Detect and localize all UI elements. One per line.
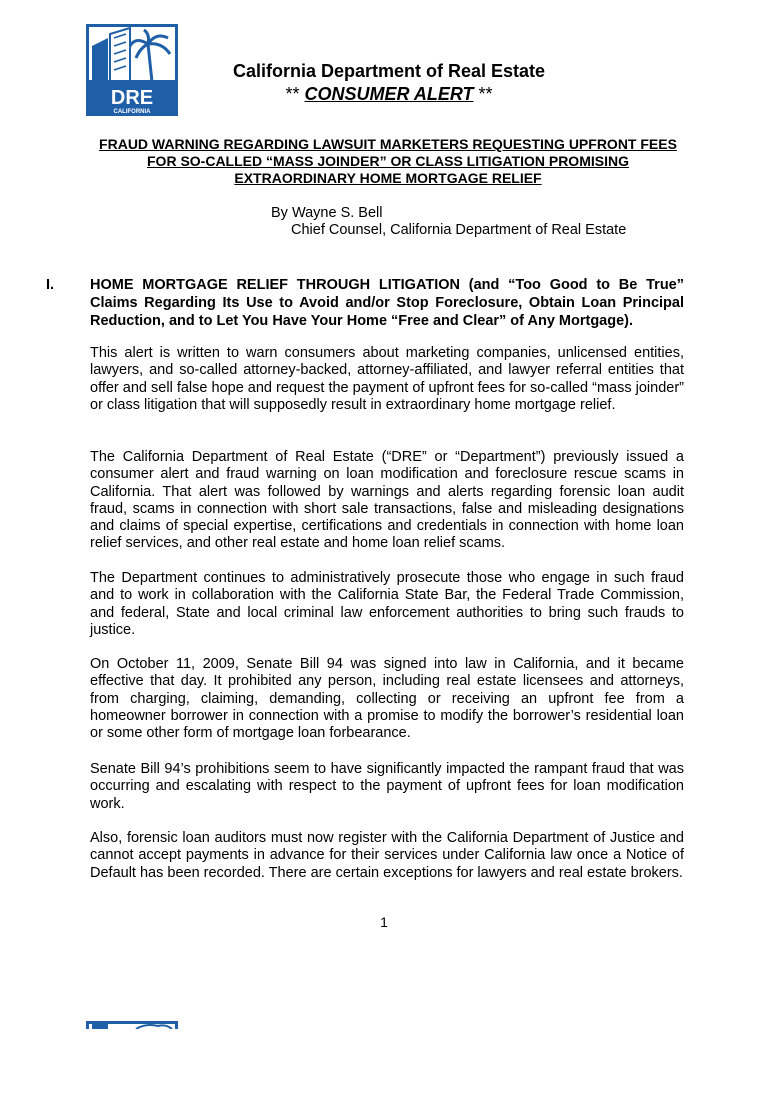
- paragraph-3: The Department continues to administratively prosecute those who engage in such fraud and to work in collaboration with the California State Bar, the Federal Trade Commission, and federal, State and local criminal law enforcement authorities to bring such frauds to justice.: [90, 570, 684, 638]
- page-number: 1: [380, 914, 388, 930]
- logo-subtext: CALIFORNIA: [113, 109, 151, 115]
- paragraph-5: Senate Bill 94’s prohibitions seem to have significantly impacted the rampant fraud that was occurring and escalating with respect to the payment of upfront fees for loan modification work.: [90, 761, 684, 812]
- byline-title: Chief Counsel, California Department of Real Estate: [291, 222, 627, 238]
- fraud-warning-heading: FRAUD WARNING REGARDING LAWSUIT MARKETERS REQUESTING UPFRONT FEES FOR SO-CALLED “MASS JOINDER” OR CLASS LITIGATION PROMISING EXTRAORDINARY HOME MORTGAGE RELIEF: [99, 136, 677, 186]
- paragraph-4: On October 11, 2009, Senate Bill 94 was signed into law in California, and it became effective that day. It prohibited any person, including real estate licensees and attorneys, from charging, claiming, demanding, collecting or receiving an upfront fee from a homeowner borrower in connection with a promise to modify the borrower’s residential loan or some other form of mortgage loan forbearance.: [90, 656, 684, 742]
- agency-title: California Department of Real Estate: [232, 61, 546, 81]
- section-heading: HOME MORTGAGE RELIEF THROUGH LITIGATION (and “Too Good to Be True” Claims Regarding Its Use to Avoid and/or Stop Foreclosure, Obtain Loan Principal Reduction, and to Let You Have Your Home “Free and Clear” of Any Mortgage).: [90, 277, 684, 329]
- dre-logo-next-page: [86, 1016, 178, 1108]
- paragraph-6: Also, forensic loan auditors must now register with the California Department of Justice and cannot accept payments in advance for their services under California law once a Notice of Default has been recorded. There are certain exceptions for lawyers and real estate brokers.: [90, 830, 684, 881]
- consumer-alert-label: CONSUMER ALERT: [304, 84, 474, 104]
- section-number: I.: [46, 277, 55, 293]
- paragraph-1: This alert is written to warn consumers about marketing companies, unlicensed entities, lawyers, and so-called attorney-backed, attorney-affiliated, and lawyer referral entities that offer and sell false hope and request the payment of upfront fees for so-called “mass joinder” or class litigation that will supposedly result in extraordinary home mortgage relief.: [90, 345, 684, 413]
- consumer-alert-line: [0, 84, 768, 105]
- logo-text: DRE: [110, 87, 154, 109]
- alert-suffix: **: [473, 84, 493, 104]
- byline-author: By Wayne S. Bell: [271, 205, 383, 221]
- alert-prefix: **: [285, 84, 305, 104]
- paragraph-2: The California Department of Real Estate (“DRE” or “Department”) previously issued a consumer alert and fraud warning on loan modification and foreclosure rescue scams in California. That alert was followed by warnings and alerts regarding forensic loan audit fraud, scams in connection with short sale transactions, false and misleading designations and claims of special expertise, certifications and credentials in connection with home loan relief services, and other real estate and home loan relief scams.: [90, 449, 684, 552]
